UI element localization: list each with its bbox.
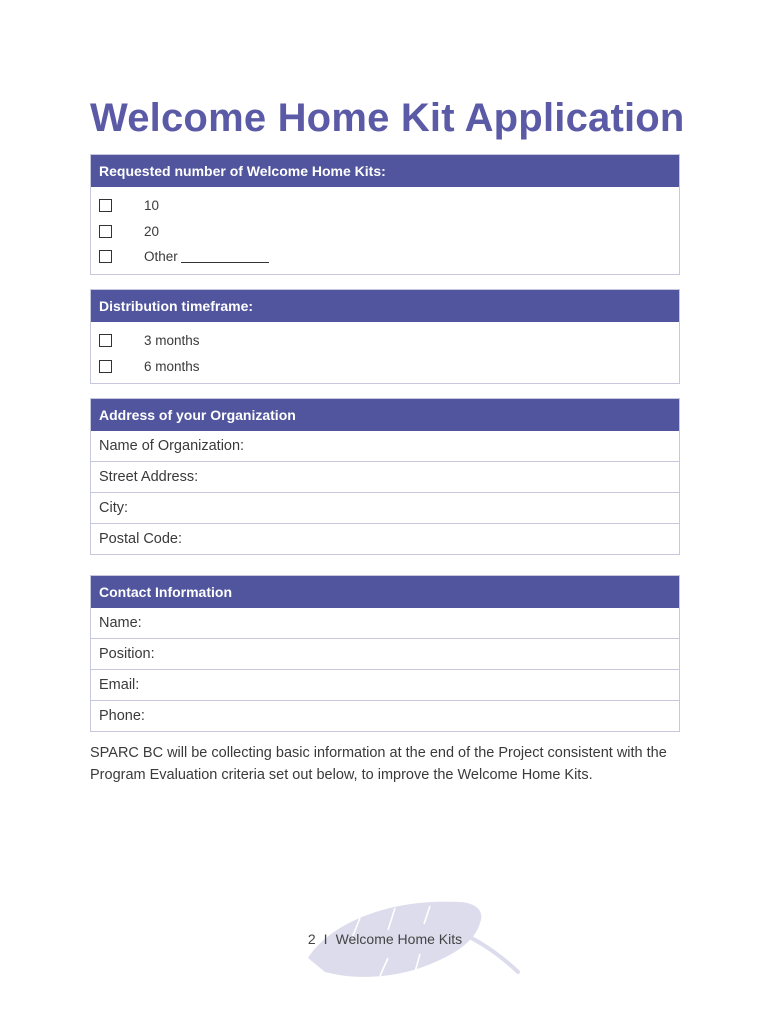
page-title: Welcome Home Kit Application: [90, 96, 685, 140]
page-number: 2: [307, 931, 316, 947]
checkbox[interactable]: [99, 250, 112, 263]
other-blank-line[interactable]: [181, 251, 269, 263]
contact-fields: [91, 608, 679, 731]
contact-section: [90, 575, 680, 732]
option-label: Other: [144, 249, 178, 265]
checkbox[interactable]: [99, 225, 112, 238]
organization-name-field[interactable]: Name of Organization:: [99, 438, 245, 454]
option-label: 20: [144, 223, 160, 239]
kits-section-header: Requested number of Welcome Home Kits:: [91, 155, 679, 187]
kits-section: [90, 154, 680, 275]
kits-option-other[interactable]: [91, 244, 679, 270]
checkbox[interactable]: [99, 334, 112, 347]
contact-section-header: Contact Information: [91, 576, 679, 608]
timeframe-option-6-months[interactable]: [91, 354, 679, 380]
checkbox[interactable]: [99, 360, 112, 373]
option-label: 3 months: [144, 333, 200, 349]
email-field[interactable]: Email:: [91, 669, 679, 700]
address-fields: [91, 431, 679, 554]
contact-name-field[interactable]: Name:: [99, 615, 142, 631]
timeframe-section-header: Distribution timeframe:: [91, 290, 679, 322]
evaluation-note: SPARC BC will be collecting basic information at the end of the Project consistent with the Program Evaluation criteria set out below, to improve the Welcome Home Kits.: [90, 745, 667, 783]
address-section-header: Address of your Organization: [91, 399, 679, 431]
option-label: 6 months: [144, 358, 200, 374]
position-field[interactable]: Position:: [91, 638, 679, 669]
checkbox[interactable]: [99, 199, 112, 212]
street-address-field[interactable]: Street Address:: [91, 461, 679, 492]
kits-option-20[interactable]: [91, 219, 679, 245]
option-label: 10: [144, 198, 160, 214]
footer-separator: I: [323, 931, 328, 947]
page-footer: [0, 880, 770, 990]
postal-code-field[interactable]: Postal Code:: [91, 523, 679, 554]
timeframe-option-3-months[interactable]: [91, 328, 679, 354]
phone-field[interactable]: Phone:: [91, 700, 679, 731]
kits-options: [91, 187, 679, 274]
footer-title: Welcome Home Kits: [335, 931, 463, 947]
address-section: [90, 398, 680, 555]
timeframe-section: [90, 289, 680, 384]
city-field[interactable]: City:: [91, 492, 679, 523]
kits-option-10[interactable]: [91, 193, 679, 219]
footer-page-label: [0, 931, 770, 947]
timeframe-options: [91, 322, 679, 383]
